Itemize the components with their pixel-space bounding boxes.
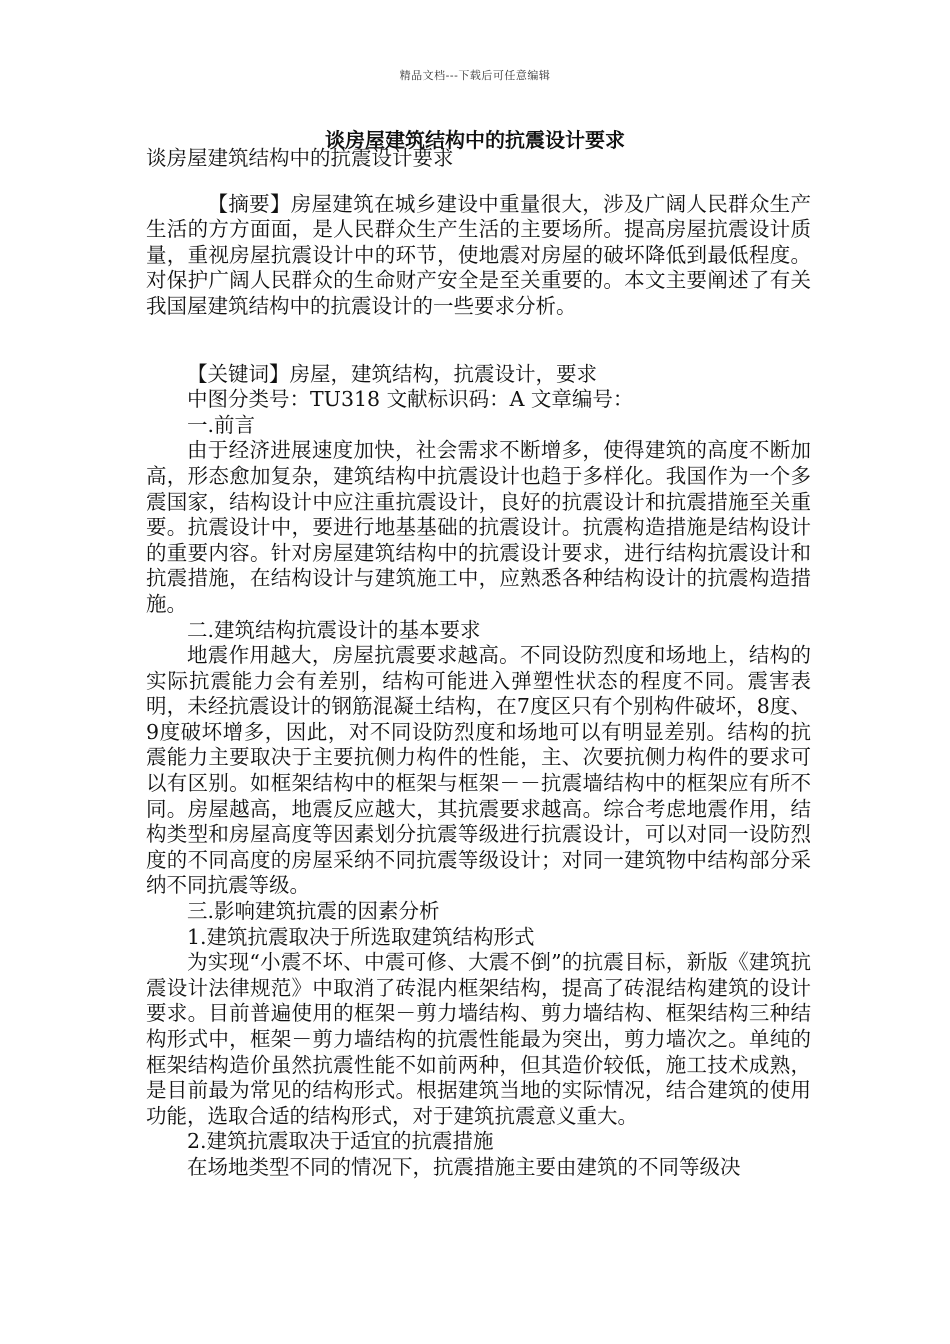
basic-requirements-paragraph: 地震作用越大，房屋抗震要求越高。不同设防烈度和场地上，结构的实际抗震能力会有差别，结构可能进入弹塑性状态的程度不同。震害表明，未经抗震设计的钢筋混凝土结构，在7度区只有个别构件破坏，8度、9度破坏增多，因此，对不同设防烈度和场地可以有明显差别。结构的抗震能力主要取决于主要抗侧力构件的性能，主、次要抗侧力构件的要求可以有区别。如框架结构中的框架与框架－－抗震墙结构中的框架应有所不同。房屋越高，地震反应越大，其抗震要求越高。综合考虑地震作用，结构类型和房屋高度等因素划分抗震等级进行抗震设计，可以对同一设防烈度的不同高度的房屋采纳不同抗震等级设计；对同一建筑物中结构部分采纳不同抗震等级。: [146, 643, 811, 898]
structure-form-paragraph: 为实现“小震不坏、中震可修、大震不倒”的抗震目标，新版《建筑抗震设计法律规范》中取消了砖混内框架结构，提高了砖混结构建筑的设计要求。目前普遍使用的框架－剪力墙结构、剪力墙结构、框架结构三种结构形式中，框架－剪力墙结构的抗震性能最为突出，剪力墙次之。单纯的框架结构造价虽然抗震性能不如前两种，但其造价较低，施工技术成熟，是目前最为常见的结构形式。根据建筑当地的实际情况，结合建筑的使用功能，选取合适的结构形式，对于建筑抗震意义重大。: [146, 950, 811, 1128]
document-title: 谈房屋建筑结构中的抗震设计要求: [325, 128, 625, 152]
keywords-line: 【关键词】房屋，建筑结构，抗震设计，要求: [187, 361, 597, 386]
section-heading-basic-requirements: 二.建筑结构抗震设计的基本要求: [187, 617, 481, 642]
section-heading-introduction: 一.前言: [187, 412, 256, 437]
document-body: [146, 146, 811, 1181]
classification-line: 中图分类号：TU318 文献标识码：A 文章编号：: [187, 387, 634, 412]
subsection-heading-measures: 2.建筑抗震取决于适宜的抗震措施: [187, 1129, 494, 1154]
abstract-paragraph: 【摘要】房屋建筑在城乡建设中重量很大，涉及广阔人民群众生产生活的方方面面，是人民群众生产生活的主要场所。提高房屋抗震设计质量，重视房屋抗震设计中的环节，使地震对房屋的破坏降低到最低程度。对保护广阔人民群众的生命财产安全是至关重要的。本文主要阐述了有关我国屋建筑结构中的抗震设计的一些要求分析。: [146, 191, 811, 318]
document-subtitle: 谈房屋建筑结构中的抗震设计要求: [146, 146, 454, 170]
introduction-paragraph: 由于经济进展速度加快，社会需求不断增多，使得建筑的高度不断加高，形态愈加复杂，建筑结构中抗震设计也趋于多样化。我国作为一个多震国家，结构设计中应注重抗震设计，良好的抗震设计和抗震措施至关重要。抗震设计中，要进行地基基础的抗震设计。抗震构造措施是结构设计的重要内容。针对房屋建筑结构中的抗震设计要求，进行结构抗震设计和抗震措施，在结构设计与建筑施工中，应熟悉各种结构设计的抗震构造措施。: [146, 438, 811, 616]
spacer: [146, 340, 811, 362]
section-heading-influencing-factors: 三.影响建筑抗震的因素分析: [187, 899, 440, 924]
subsection-heading-structure-form: 1.建筑抗震取决于所选取建筑结构形式: [187, 924, 535, 949]
measures-paragraph: 在场地类型不同的情况下，抗震措施主要由建筑的不同等级决: [187, 1154, 741, 1179]
header-note: 精品文档---下载后可任意编辑: [399, 69, 551, 82]
